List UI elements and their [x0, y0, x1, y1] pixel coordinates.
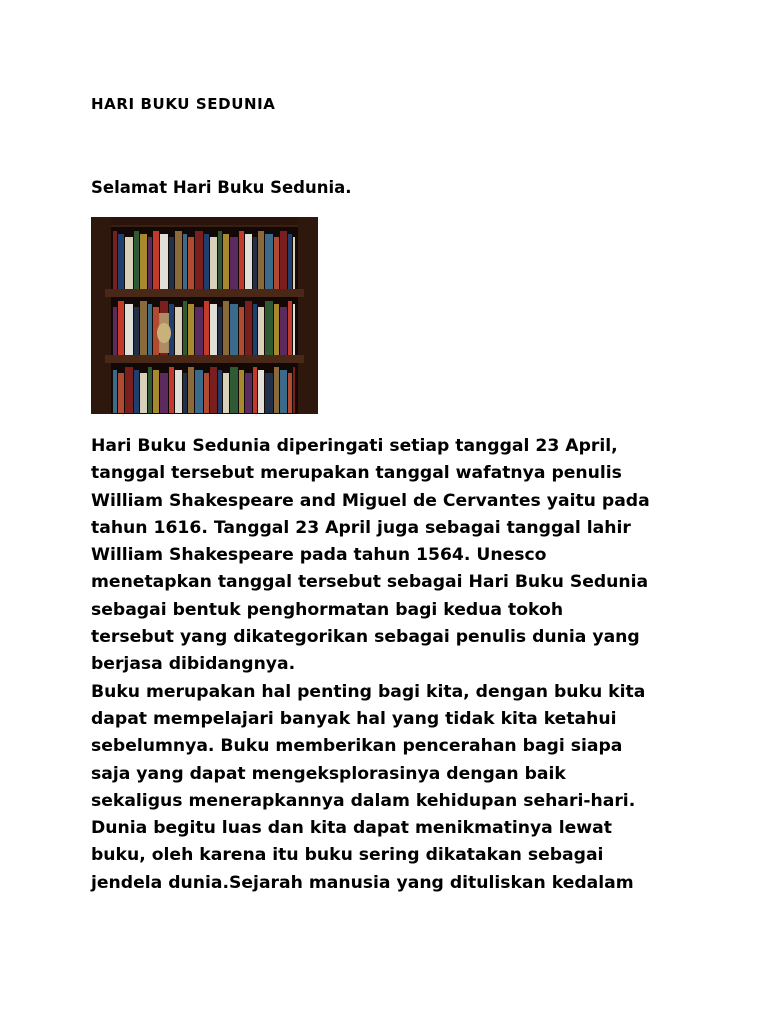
book-spine — [204, 373, 209, 413]
book-spine — [169, 367, 174, 413]
book-spine — [293, 304, 295, 355]
book-spine — [258, 370, 264, 413]
body-line: sebelumnya. Buku memberikan pencerahan bagi siapa — [91, 736, 623, 757]
book-spine — [148, 237, 152, 289]
greeting-line: Selamat Hari Buku Sedunia. — [91, 178, 352, 197]
book-spine — [239, 307, 244, 355]
book-spine — [160, 373, 168, 413]
body-line: Hari Buku Sedunia diperingati setiap tanggal 23 April, — [91, 436, 618, 456]
book-spine — [175, 370, 182, 413]
book-spine — [288, 373, 292, 413]
page-title: HARI BUKU SEDUNIA — [91, 95, 276, 113]
book-spine — [218, 307, 222, 355]
book-spine — [265, 234, 273, 289]
book-spine — [113, 231, 117, 289]
book-spine — [210, 237, 217, 289]
book-spine — [183, 301, 187, 355]
book-spine — [218, 370, 222, 413]
book-spine — [293, 367, 295, 413]
body-line: Dunia begitu luas dan kita dapat menikmatinya lewat — [91, 818, 612, 839]
book-spine — [245, 373, 252, 413]
book-spine — [223, 234, 229, 289]
book-spine — [204, 234, 209, 289]
book-spine — [140, 234, 147, 289]
book-spine — [280, 370, 287, 413]
book-spine — [195, 307, 203, 355]
book-spine — [113, 370, 117, 413]
book-spine — [118, 301, 124, 355]
book-spine — [218, 231, 222, 289]
book-spine — [125, 237, 133, 289]
book-spine — [239, 370, 244, 413]
book-spine — [258, 307, 264, 355]
body-line: William Shakespeare and Miguel de Cervantes yaitu pada — [91, 490, 650, 511]
book-spine — [140, 301, 147, 355]
book-spine — [113, 307, 117, 355]
book-spine — [188, 367, 194, 413]
book-spine — [183, 373, 187, 413]
book-spine — [210, 304, 217, 355]
book-spine — [140, 373, 147, 413]
body-line: berjasa dibidangnya. — [91, 654, 296, 675]
book-spine — [245, 234, 252, 289]
body-line: buku, oleh karena itu buku sering dikatakan sebagai — [91, 845, 604, 866]
body-line: William Shakespeare pada tahun 1564. Unesco — [91, 545, 547, 566]
book-spine — [188, 237, 194, 289]
book-spine — [175, 307, 182, 355]
body-paragraph — [91, 433, 711, 897]
book-spine — [148, 367, 152, 413]
book-spine — [265, 373, 273, 413]
book-spine — [274, 237, 279, 289]
body-line: dapat mempelajari banyak hal yang tidak kita ketahui — [91, 708, 617, 729]
book-spine — [223, 301, 229, 355]
book-spine — [118, 373, 124, 413]
book-spine — [253, 367, 257, 413]
book-spine — [160, 234, 168, 289]
book-spine — [274, 367, 279, 413]
body-line: sekaligus menerapkannya dalam kehidupan sehari-hari. — [91, 790, 636, 811]
book-spine — [118, 234, 124, 289]
book-spine — [230, 367, 238, 413]
book-spine — [230, 237, 238, 289]
body-line: tersebut yang dikategorikan sebagai penulis dunia yang — [91, 627, 640, 648]
book-spine — [239, 231, 244, 289]
book-spine — [153, 370, 159, 413]
book-spine — [258, 231, 264, 289]
book-spine — [183, 234, 187, 289]
book-spine — [148, 304, 152, 355]
bookshelf-photo — [91, 217, 318, 414]
book-spine — [230, 304, 238, 355]
book-spine — [223, 373, 229, 413]
book-spine — [153, 231, 159, 289]
book-spine — [210, 367, 217, 413]
book-spine — [204, 301, 209, 355]
book-spine — [293, 237, 295, 289]
book-spine — [265, 301, 273, 355]
book-spine — [188, 304, 194, 355]
body-line: jendela dunia.Sejarah manusia yang dituliskan kedalam — [91, 872, 634, 893]
book-spine — [253, 237, 257, 289]
body-line: Buku merupakan hal penting bagi kita, dengan buku kita — [91, 681, 646, 702]
book-spine — [280, 307, 287, 355]
book-spine — [245, 301, 252, 355]
body-line: saja yang dapat mengeksplorasinya dengan baik — [91, 763, 566, 784]
book-spine — [195, 370, 203, 413]
book-spine — [134, 370, 139, 413]
book-spine — [274, 304, 279, 355]
book-spine — [195, 231, 203, 289]
book-spine — [134, 307, 139, 355]
book-spine — [169, 237, 174, 289]
body-line: menetapkan tanggal tersebut sebagai Hari Buku Sedunia — [91, 572, 649, 593]
body-line: tahun 1616. Tanggal 23 April juga sebagai tanggal lahir — [91, 517, 631, 538]
book-spine — [125, 367, 133, 413]
book-spine — [253, 304, 257, 355]
book-spine — [134, 231, 139, 289]
body-line: tanggal tersebut merupakan tanggal wafatnya penulis — [91, 463, 622, 484]
body-line: sebagai bentuk penghormatan bagi kedua tokoh — [91, 599, 564, 620]
book-spine — [280, 231, 287, 289]
book-spine — [125, 304, 133, 355]
book-spine — [288, 234, 292, 289]
book-spine — [288, 301, 292, 355]
book-spine — [175, 231, 182, 289]
